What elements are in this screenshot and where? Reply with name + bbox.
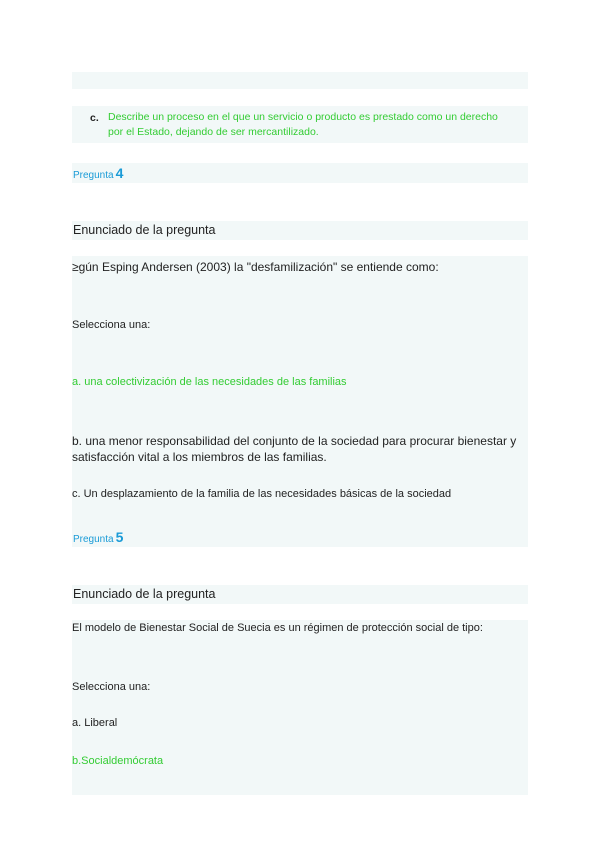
question-4-select-prompt: Selecciona una: [72, 319, 151, 331]
question-5-header-bar [72, 527, 528, 547]
option-c-text-line2: por el Estado, dejando de ser mercantilizado. [108, 126, 319, 138]
question-4-text: ≥gún Esping Andersen (2003) la "desfamilización" se entiende como: [72, 260, 439, 274]
question-label-text: Pregunta [73, 534, 114, 545]
question-5-option-b[interactable]: b.Socialdemócrata [72, 755, 164, 767]
question-4-option-b[interactable]: b. una menor responsabilidad del conjunto de la sociedad para procurar bienestar y [72, 434, 517, 448]
question-4-option-c[interactable]: c. Un desplazamiento de la familia de las necesidades básicas de la sociedad [72, 488, 452, 500]
option-c-letter: c. [90, 112, 99, 124]
question-4-body [72, 256, 528, 527]
question-5-text: El modelo de Bienestar Social de Suecia es un régimen de protección social de tipo: [72, 622, 483, 634]
question-5-label [73, 529, 123, 547]
question-4-label [73, 165, 123, 183]
question-4-option-a[interactable]: a. una colectivización de las necesidades de las familias [72, 376, 347, 388]
question-5-statement-header: Enunciado de la pregunta [73, 587, 216, 601]
question-4-option-b-line2[interactable]: satisfacción vital a los miembros de las familias. [72, 450, 327, 464]
question-number: 5 [115, 529, 124, 545]
question-5-body [72, 620, 528, 795]
question-4-statement-header: Enunciado de la pregunta [73, 223, 216, 237]
question-5-option-a[interactable]: a. Liberal [72, 717, 118, 729]
question-number: 4 [115, 165, 124, 181]
option-c-text-line1: Describe un proceso en el que un servicio o producto es prestado como un derecho [108, 111, 498, 123]
question-5-select-prompt: Selecciona una: [72, 681, 151, 693]
question-label-text: Pregunta [73, 170, 114, 181]
question-4-header-bar [72, 163, 528, 183]
top-empty-bar [72, 72, 528, 89]
